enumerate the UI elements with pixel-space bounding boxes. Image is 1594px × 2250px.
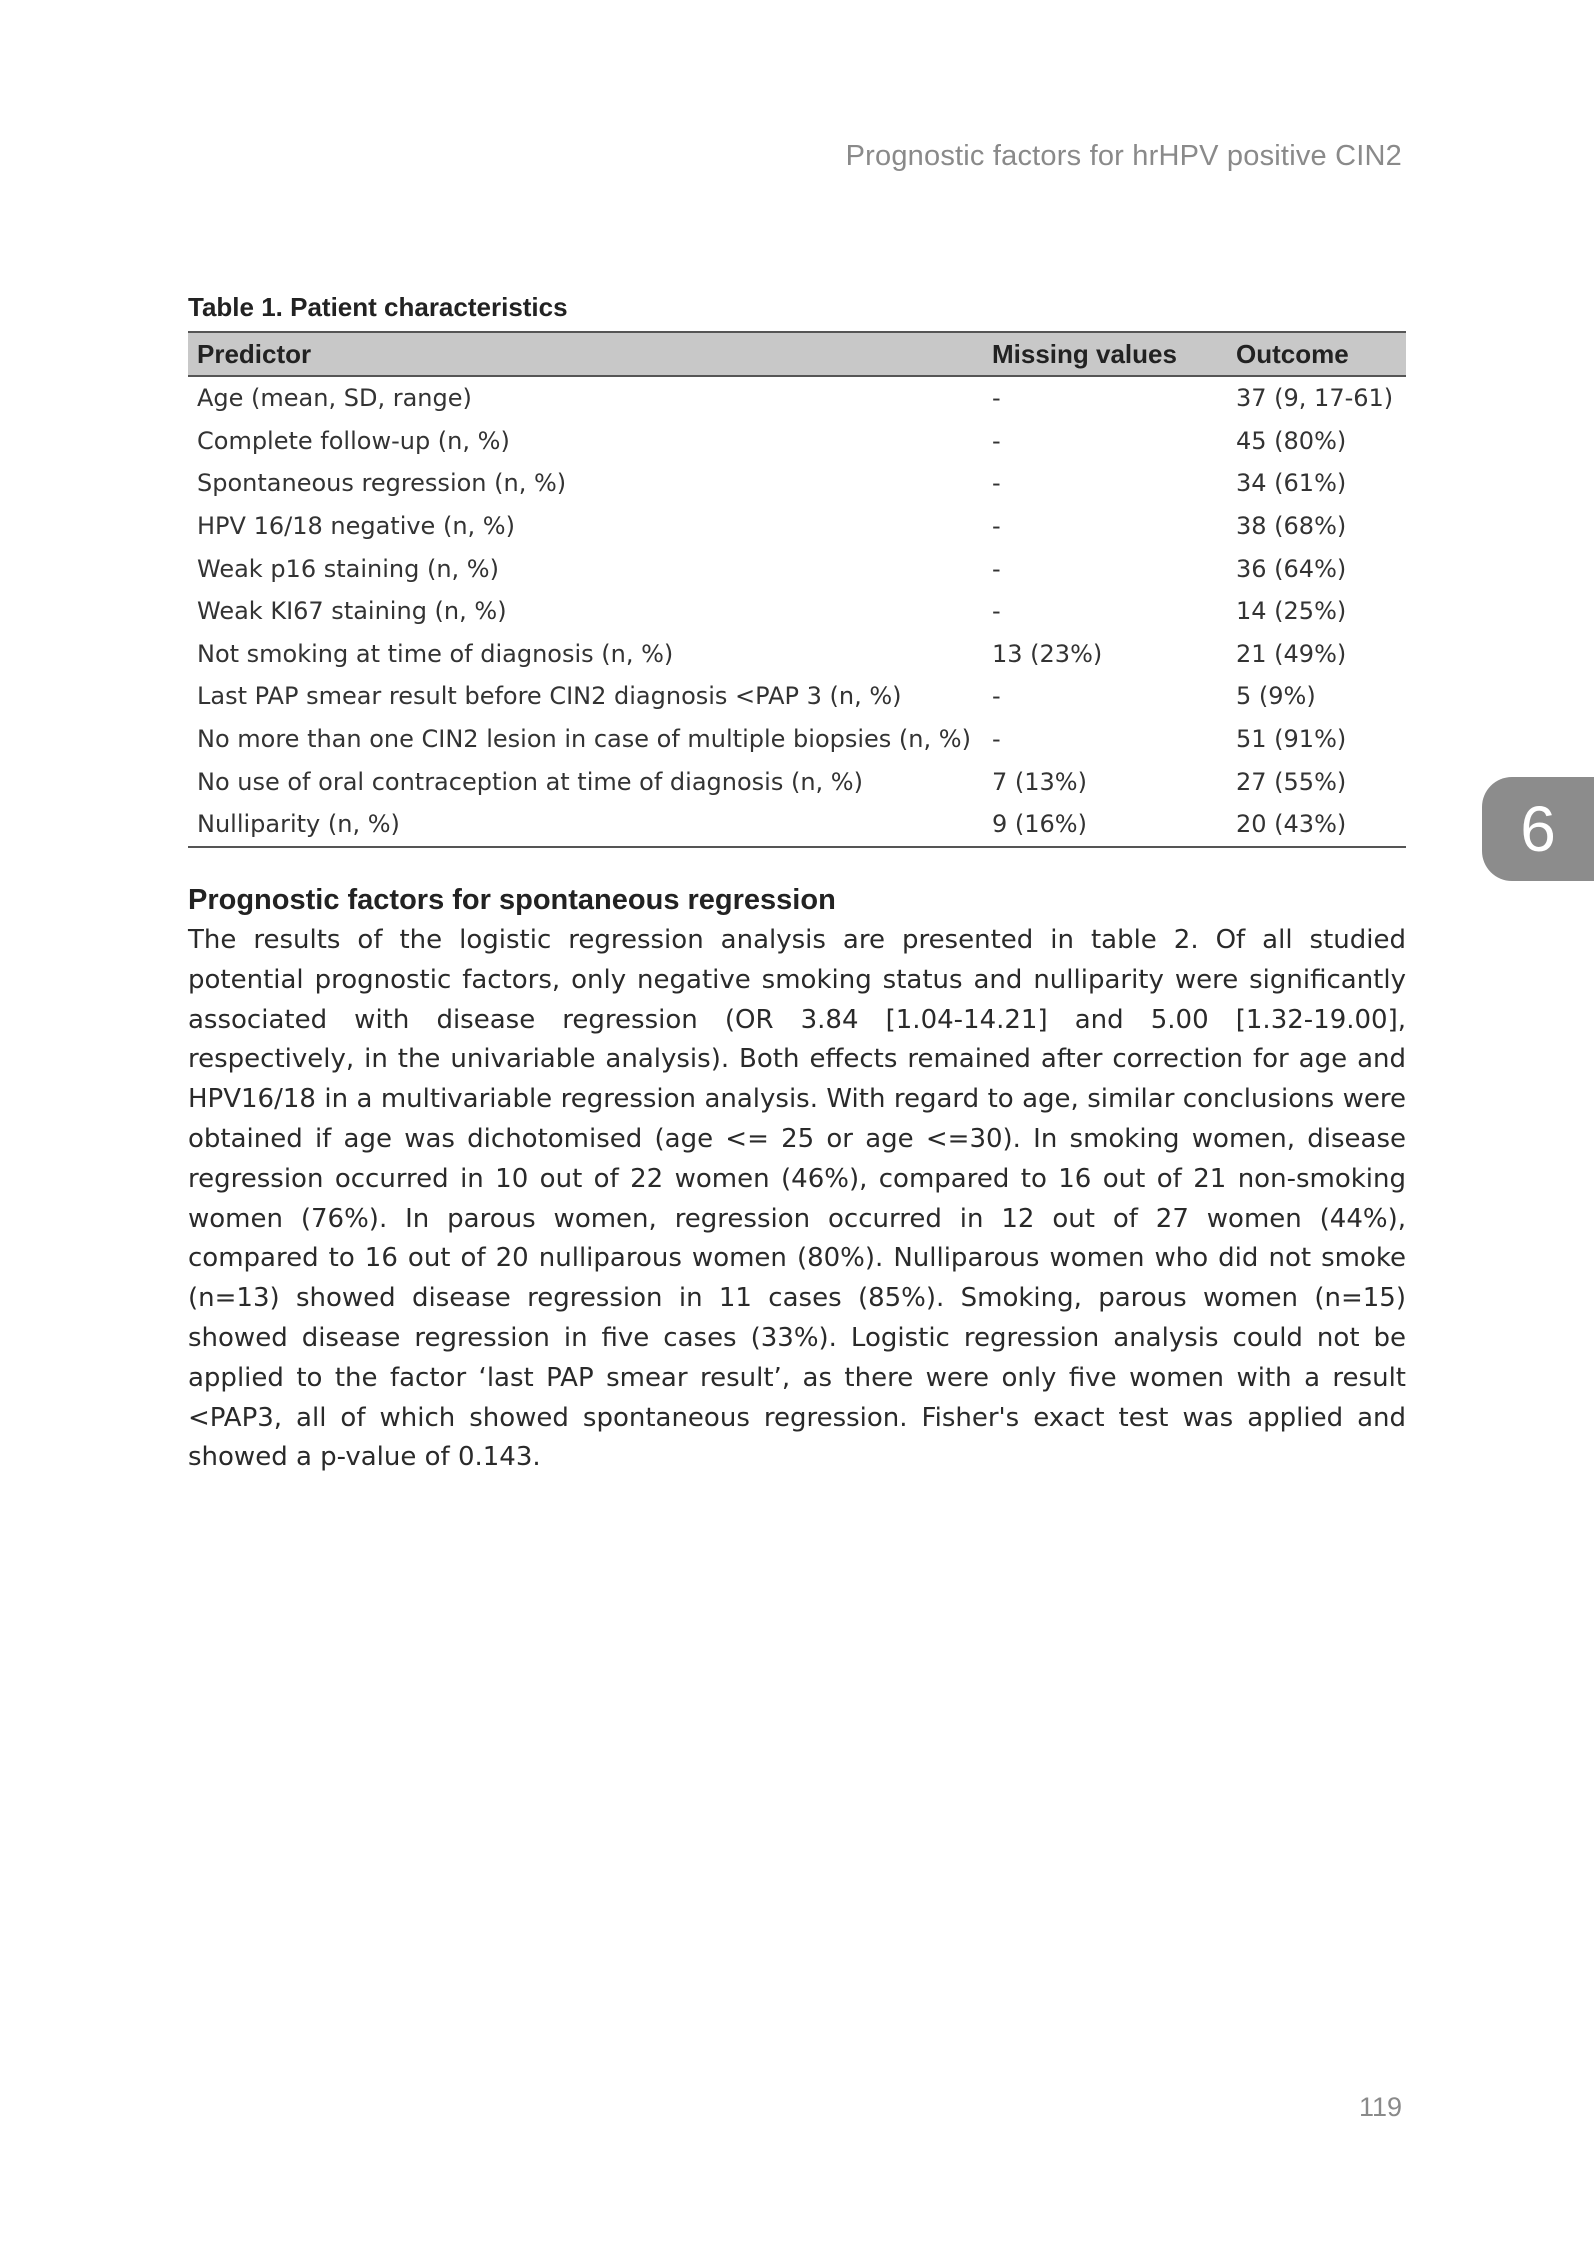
missing-cell: - [992, 554, 1001, 583]
predictor-cell: No more than one CIN2 lesion in case of multiple biopsies (n, %) [197, 725, 971, 754]
predictor-cell: No use of oral contraception at time of diagnosis (n, %) [197, 767, 863, 796]
outcome-cell: 36 (64%) [1236, 554, 1347, 583]
missing-cell: - [992, 426, 1001, 455]
table-row [188, 547, 1406, 590]
table-header-row [188, 332, 1406, 376]
table-row [188, 718, 1406, 761]
outcome-cell: 5 (9%) [1236, 682, 1316, 711]
table-row [188, 590, 1406, 633]
predictor-cell: HPV 16/18 negative (n, %) [197, 512, 515, 541]
outcome-cell: 45 (80%) [1236, 426, 1347, 455]
chapter-tab [1482, 777, 1594, 881]
outcome-cell: 20 (43%) [1227, 803, 1406, 847]
page-number: 119 [1358, 2092, 1402, 2122]
missing-cell: - [992, 512, 1001, 541]
outcome-cell: 51 (91%) [1236, 725, 1347, 754]
table-row [188, 803, 1406, 847]
outcome-cell: 21 (49%) [1236, 639, 1347, 668]
missing-cell: - [992, 725, 1001, 754]
table-row [188, 462, 1406, 505]
missing-cell: - [992, 597, 1001, 626]
outcome-cell: 38 (68%) [1236, 512, 1347, 541]
body-paragraph: The results of the logistic regression analysis are presented in table 2. Of all studied potential prognostic factors, only negative smoking status and nulliparity were significantly associated with disease regression (OR 3.84 [1.04-14.21] and 5.00 [1.32-19.00], respectively, in the univariable analysis). Both effects remained after correction for age and HPV16/18 in a multivariable regression analysis. With regard to age, similar conclusions were obtained if age was dichotomised (age <= 25 or age <=30). In smoking women, disease regression occurred in 10 out of 22 women (46%), compared to 16 out of 21 non-smoking women (76%). In parous women, regression occurred in 12 out of 27 women (44%), compared to 16 out of 20 nulliparous women (80%). Nulliparous women who did not smoke (n=13) showed disease regression in 11 cases (85%). Smoking, parous women (n=15) showed disease regression in five cases (33%). Logistic regression analysis could not be applied to the factor ‘last PAP smear result’, as there were only five women with a result <PAP3, all of which showed spontaneous regression. Fisher's exact test was applied and showed a p-value of 0.143. [188, 925, 1406, 1473]
section-heading: Prognostic factors for spontaneous regression [188, 884, 836, 916]
missing-cell: 13 (23%) [992, 639, 1103, 668]
predictor-cell: Spontaneous regression (n, %) [197, 469, 567, 498]
table-caption: Table 1. Patient characteristics [188, 292, 568, 322]
outcome-cell: 27 (55%) [1236, 767, 1347, 796]
chapter-number: 6 [1520, 793, 1556, 865]
table-row [188, 760, 1406, 803]
table-row [188, 633, 1406, 676]
table-row [188, 505, 1406, 548]
missing-cell: 7 (13%) [992, 767, 1087, 796]
column-header-outcome: Outcome [1227, 332, 1406, 376]
column-header-missing-values: Missing values [983, 332, 1227, 376]
table-row [188, 420, 1406, 463]
table-row [188, 376, 1406, 420]
running-header: Prognostic factors for hrHPV positive CIN2 [845, 140, 1402, 172]
predictor-cell: Age (mean, SD, range) [197, 384, 472, 413]
table-row [188, 675, 1406, 718]
predictor-cell: Last PAP smear result before CIN2 diagnosis <PAP 3 (n, %) [197, 682, 902, 711]
outcome-cell: 34 (61%) [1236, 469, 1347, 498]
outcome-cell: 37 (9, 17-61) [1236, 384, 1394, 413]
missing-cell: 9 (16%) [983, 803, 1227, 847]
predictor-cell: Weak p16 staining (n, %) [197, 554, 499, 583]
predictor-cell: Weak KI67 staining (n, %) [197, 597, 507, 626]
missing-cell: - [992, 682, 1001, 711]
outcome-cell: 14 (25%) [1236, 597, 1347, 626]
predictor-cell: Complete follow-up (n, %) [197, 426, 510, 455]
missing-cell: - [992, 469, 1001, 498]
predictor-cell: Nulliparity (n, %) [188, 803, 983, 847]
predictor-cell: Not smoking at time of diagnosis (n, %) [197, 639, 674, 668]
missing-cell: - [992, 384, 1001, 413]
column-header-predictor: Predictor [188, 332, 983, 376]
patient-characteristics-table [188, 331, 1406, 848]
